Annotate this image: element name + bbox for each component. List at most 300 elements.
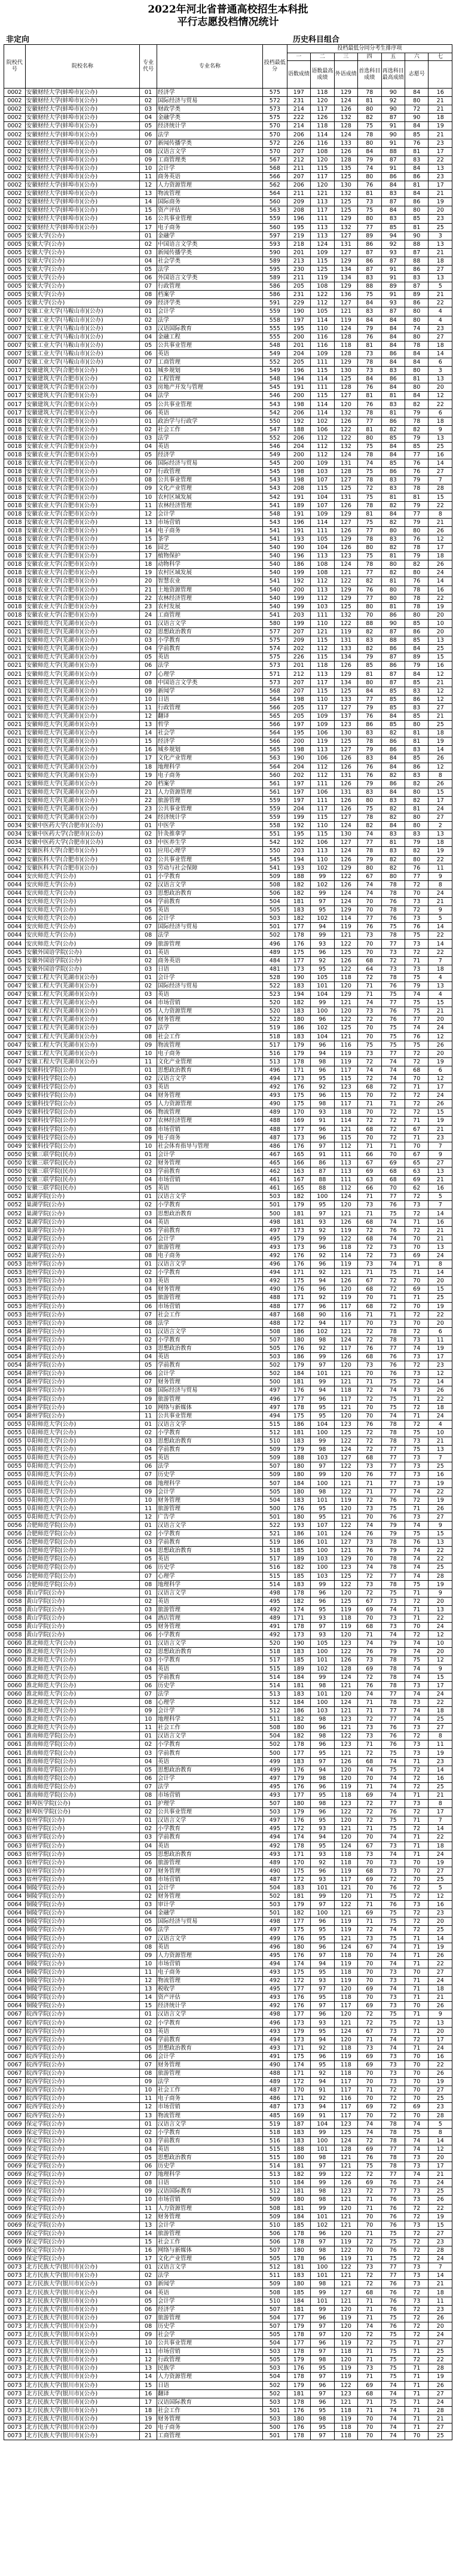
chinese-math-cell: 184 [287,1370,310,1378]
foreign-language-cell: 124 [334,1842,357,1850]
school-name-cell: 安徽三联学院(民办) [25,1150,139,1159]
school-name-cell: 安徽工程大学(芜湖市)(公办) [25,1041,139,1049]
table-row [4,459,452,468]
chinese-math-cell: 202 [287,645,310,653]
preference-number-cell: 79 [405,981,428,990]
major-name-cell: 学前教育 [157,1446,262,1454]
extra-cell: 21 [429,1791,452,1799]
first-subject-cell: 75 [358,518,381,526]
score-cell: 503 [262,2348,287,2356]
first-subject-cell: 69 [358,2381,381,2389]
score-cell: 541 [262,501,287,510]
foreign-language-cell: 121 [334,2196,357,2204]
chinese-math-cell: 207 [287,147,310,156]
first-subject-cell: 68 [358,1234,381,1243]
table-row [4,847,452,855]
chinese-math-max-cell: 100 [311,1909,334,1917]
major-name-cell: 汉语言文学 [157,619,262,627]
extra-cell: 17 [429,1083,452,1092]
major-name-cell: 金融工程 [157,333,262,341]
foreign-language-cell: 125 [334,687,357,695]
school-name-cell: 安徽大学(公办) [25,282,139,291]
chinese-math-max-cell: 117 [311,703,334,712]
chinese-math-cell: 175 [287,1092,310,1100]
chinese-math-cell: 182 [287,1563,310,1572]
preference-number-cell: 62 [405,1184,428,1193]
major-name-cell: 中国语言文学类 [157,240,262,248]
major-name-cell: 经济统计学 [157,2002,262,2010]
school-code-cell: 0061 [4,1757,26,1766]
extra-cell: 14 [429,1269,452,1277]
table-row [4,1209,452,1218]
preference-number-cell: 79 [405,501,428,510]
school-code-cell: 0018 [4,586,26,594]
chinese-math-cell: 175 [287,1968,310,1976]
second-subject-max-cell: 78 [381,1681,405,1690]
major-name-cell: 动物科学 [157,560,262,569]
preference-number-cell: 80 [405,383,428,392]
major-name-cell: 人力资源管理 [157,788,262,796]
chinese-math-cell: 186 [287,1707,310,1715]
foreign-language-cell: 122 [334,1808,357,1816]
preference-number-cell: 72 [405,880,428,889]
preference-number-cell: 73 [405,914,428,923]
chinese-math-max-cell: 109 [311,721,334,729]
major-code-cell: 07 [140,1024,157,1032]
second-subject-max-cell: 78 [381,1665,405,1673]
major-name-cell: 会计学 [157,307,262,316]
score-cell: 547 [262,425,287,434]
score-cell: 540 [262,560,287,569]
foreign-language-cell: 120 [334,1285,357,1294]
score-cell: 512 [262,1428,287,1437]
second-subject-max-cell: 74 [381,2044,405,2052]
foreign-language-cell: 120 [334,1892,357,1901]
first-subject-cell: 74 [358,1690,381,1698]
school-code-cell: 0018 [4,434,26,442]
major-name-cell: 英语 [157,1454,262,1462]
preference-number-cell: 72 [405,1732,428,1740]
chinese-math-max-cell: 102 [311,2221,334,2229]
foreign-language-cell: 118 [334,2423,357,2431]
first-subject-cell: 68 [358,2389,381,2398]
foreign-language-cell: 120 [334,2330,357,2339]
chinese-math-max-cell: 94 [311,1833,334,1842]
school-name-cell: 皖西学院(公办) [25,2086,139,2095]
extra-cell: 20 [429,1917,452,1926]
first-subject-cell: 76 [358,763,381,771]
extra-cell: 19 [429,847,452,855]
extra-cell: 26 [429,779,452,788]
first-subject-cell: 68 [358,1285,381,1294]
score-cell: 488 [262,1294,287,1302]
major-name-cell: 旅游管理 [157,2313,262,2322]
preference-number-cell: 85 [405,215,428,223]
preference-number-cell: 72 [405,1420,428,1428]
first-subject-cell: 84 [358,316,381,324]
major-code-cell: 07 [140,2313,157,2322]
foreign-language-cell: 119 [334,2052,357,2060]
major-name-cell: 会计学 [157,1774,262,1782]
chinese-math-max-cell: 121 [311,190,334,198]
table-row [4,1269,452,1277]
school-name-cell: 安徽师范大学(芜湖市)(公办) [25,687,139,695]
school-name-cell: 铜陵学院(公办) [25,1977,139,1985]
table-row [4,1007,452,1016]
chinese-math-cell: 178 [287,1589,310,1597]
first-subject-cell: 74 [358,1563,381,1572]
preference-number-cell: 67 [405,1125,428,1133]
foreign-language-cell: 123 [334,1800,357,1808]
table-row [4,1993,452,2002]
extra-cell: 25 [429,721,452,729]
preference-number-cell: 81 [405,147,428,156]
first-subject-cell: 70 [358,1968,381,1976]
first-subject-cell: 72 [358,1016,381,1024]
major-name-cell: 法学 [157,316,262,324]
major-name-cell: 法学 [157,2078,262,2086]
foreign-language-cell: 129 [334,594,357,602]
major-code-cell: 01 [140,417,157,425]
major-code-cell: 20 [140,2423,157,2431]
second-subject-max-cell: 87 [381,628,405,636]
score-cell: 514 [262,1681,287,1690]
major-name-cell: 旅游管理 [157,2069,262,2078]
major-code-cell: 02 [140,1892,157,1901]
table-row [4,240,452,248]
extra-cell: 17 [429,796,452,804]
first-subject-cell: 84 [358,375,381,383]
second-subject-max-cell: 71 [381,1100,405,1108]
first-subject-cell: 66 [358,1184,381,1193]
school-code-cell: 0067 [4,2019,26,2027]
preference-number-cell: 70 [405,1234,428,1243]
preference-number-cell: 70 [405,1319,428,1327]
school-name-cell: 阜阳师范大学(公办) [25,1479,139,1487]
foreign-language-cell: 123 [334,2187,357,2196]
extra-cell: 21 [429,2170,452,2179]
first-subject-cell: 72 [358,1226,381,1234]
school-code-cell: 0044 [4,889,26,897]
table-row [4,181,452,190]
chinese-math-max-cell: 99 [311,931,334,940]
first-subject-cell: 80 [358,105,381,114]
score-cell: 540 [262,569,287,577]
foreign-language-cell: 135 [334,164,357,172]
second-subject-max-cell: 77 [381,1690,405,1698]
foreign-language-cell: 131 [334,493,357,501]
second-subject-max-cell: 85 [381,703,405,712]
extra-cell: 6 [429,1066,452,1074]
first-subject-cell: 73 [358,1934,381,1943]
extra-cell: 22 [429,594,452,602]
major-name-cell: 汉语言文学 [157,147,262,156]
first-subject-cell: 70 [358,1993,381,2002]
school-code-cell: 0021 [4,670,26,678]
major-name-cell: 公共事业管理 [157,341,262,349]
score-cell: 511 [262,1715,287,1724]
table-row [4,324,452,333]
major-name-cell: 电子商务 [157,526,262,535]
major-code-cell: 01 [140,367,157,375]
school-name-cell: 皖西学院(公办) [25,2027,139,2035]
major-name-cell: 国际经济与贸易 [157,97,262,105]
chinese-math-cell: 200 [287,392,310,400]
score-cell: 597 [262,231,287,240]
major-name-cell: 农林经济管理 [157,501,262,510]
score-cell: 503 [262,1353,287,1361]
major-code-cell: 03 [140,1656,157,1665]
foreign-language-cell: 119 [334,1926,357,1934]
major-name-cell: 英语 [157,1757,262,1766]
second-subject-max-cell: 85 [381,223,405,231]
major-name-cell: 汉语国际教育 [157,2187,262,2196]
preference-number-cell: 67 [405,1150,428,1159]
preference-number-cell: 74 [405,2145,428,2153]
table-row [4,1083,452,1092]
extra-cell: 25 [429,442,452,450]
chinese-math-cell: 193 [287,535,310,543]
school-name-cell: 安徽医科大学(合肥市)(公办) [25,855,139,864]
school-name-cell: 安徽工程大学(芜湖市)(公办) [25,1024,139,1032]
foreign-language-cell: 126 [334,526,357,535]
extra-cell: 23 [429,1361,452,1370]
major-name-cell: 英语 [157,1083,262,1092]
foreign-language-cell: 126 [334,1757,357,1766]
major-name-cell: 财务管理 [157,1016,262,1024]
preference-number-cell: 72 [405,1193,428,1201]
foreign-language-cell: 131 [334,240,357,248]
school-code-cell: 0064 [4,1951,26,1959]
first-subject-cell: 69 [358,2179,381,2187]
major-code-cell: 05 [140,1766,157,1774]
foreign-language-cell: 118 [334,1993,357,2002]
extra-cell: 24 [429,889,452,897]
extra-cell: 22 [429,1547,452,1555]
school-name-cell: 安徽师范大学(芜湖市)(公办) [25,813,139,822]
school-code-cell: 0055 [4,1471,26,1479]
table-header [4,45,452,89]
second-subject-max-cell: 74 [381,1386,405,1395]
chinese-math-max-cell: 114 [311,400,334,408]
extra-cell: 8 [429,510,452,518]
table-row [4,434,452,442]
chinese-math-max-cell: 113 [311,746,334,754]
first-subject-cell: 71 [358,1209,381,1218]
chinese-math-cell: 176 [287,1251,310,1260]
chinese-math-cell: 183 [287,981,310,990]
major-name-cell: 国际商务 [157,198,262,206]
score-cell: 555 [262,324,287,333]
foreign-language-cell: 118 [334,973,357,981]
second-subject-max-cell: 84 [381,341,405,349]
first-subject-cell: 88 [358,619,381,627]
first-subject-cell: 71 [358,1740,381,1749]
chinese-math-max-cell: 99 [311,1892,334,1901]
table-row [4,1883,452,1892]
table-row [4,349,452,358]
school-code-cell: 0060 [4,1639,26,1648]
school-code-cell: 0018 [4,493,26,501]
col-major-name: 专业名称 [157,45,262,89]
major-code-cell: 10 [140,1049,157,1057]
preference-number-cell: 83 [405,746,428,754]
chinese-math-cell: 172 [287,1977,310,1985]
second-subject-max-cell: 84 [381,712,405,720]
chinese-math-cell: 176 [287,1142,310,1150]
extra-cell: 21 [429,1226,452,1234]
foreign-language-cell: 132 [334,611,357,619]
preference-number-cell: 71 [405,1412,428,1420]
preference-number-cell: 72 [405,2019,428,2027]
chinese-math-cell: 170 [287,1108,310,1117]
major-code-cell: 05 [140,2044,157,2052]
extra-cell: 25 [429,2187,452,2196]
first-subject-cell: 83 [358,274,381,282]
table-row [4,771,452,779]
school-name-cell: 保定学院(公办) [25,2162,139,2170]
major-code-cell: 03 [140,434,157,442]
preference-number-cell: 81 [405,493,428,501]
school-code-cell: 0021 [4,628,26,636]
preference-number-cell: 85 [405,636,428,645]
first-subject-cell: 69 [358,2103,381,2111]
table-row [4,2263,452,2272]
chinese-math-cell: 181 [287,898,310,906]
score-cell: 500 [262,1749,287,1757]
major-code-cell: 08 [140,1580,157,1589]
foreign-language-cell: 129 [334,906,357,914]
major-code-cell: 11 [140,1724,157,1732]
first-subject-cell: 79 [358,653,381,661]
major-code-cell: 23 [140,602,157,611]
foreign-language-cell: 116 [334,2095,357,2103]
foreign-language-cell: 121 [334,2398,357,2406]
col-tiebreak-group: 投档最低分同分考生排序项 [287,45,452,53]
preference-number-cell: 74 [405,1024,428,1032]
table-row [4,1142,452,1150]
chinese-math-cell: 178 [287,2348,310,2356]
chinese-math-cell: 184 [287,1673,310,1681]
chinese-math-max-cell: 112 [311,594,334,602]
second-subject-max-cell: 72 [381,1302,405,1310]
first-subject-cell: 72 [358,1808,381,1816]
major-name-cell: 房地产开发与管理 [157,383,262,392]
extra-cell: 25 [429,2432,452,2440]
foreign-language-cell: 120 [334,1361,357,1370]
score-cell: 513 [262,1690,287,1698]
foreign-language-cell: 118 [334,2406,357,2415]
school-code-cell: 0044 [4,898,26,906]
second-subject-max-cell: 78 [381,1336,405,1344]
extra-cell: 4 [429,1420,452,1428]
school-name-cell: 淮北师范大学(公办) [25,1681,139,1690]
second-subject-max-cell: 77 [381,2170,405,2179]
major-name-cell: 金融学 [157,231,262,240]
score-cell: 560 [262,223,287,231]
extra-cell: 25 [429,223,452,231]
score-cell: 552 [262,358,287,367]
preference-number-cell: 86 [405,763,428,771]
extra-cell: 3 [429,367,452,375]
school-code-cell: 0058 [4,1589,26,1597]
extra-cell: 28 [429,2364,452,2373]
chinese-math-max-cell: 93 [311,1875,334,1883]
extra-cell: 8 [429,1260,452,1269]
preference-number-cell: 72 [405,2330,428,2339]
chinese-math-cell: 197 [287,788,310,796]
chinese-math-max-cell: 101 [311,1883,334,1892]
chinese-math-cell: 199 [287,569,310,577]
table-row [4,476,452,484]
preference-number-cell: 73 [405,2162,428,2170]
second-subject-max-cell: 72 [381,2111,405,2120]
first-subject-cell: 70 [358,940,381,948]
extra-cell: 28 [429,1572,452,1580]
first-subject-cell: 69 [358,1985,381,1993]
first-subject-cell: 71 [358,2356,381,2364]
score-cell: 505 [262,1487,287,1496]
extra-cell: 24 [429,2255,452,2263]
major-code-cell: 24 [140,611,157,619]
school-name-cell: 铜陵学院(公办) [25,2002,139,2010]
major-name-cell: 旅游管理 [157,940,262,948]
school-name-cell: 安徽外国语学院(公办) [25,948,139,956]
score-cell: 566 [262,721,287,729]
major-name-cell: 学前教育 [157,1226,262,1234]
second-subject-max-cell: 87 [381,653,405,661]
table-row [4,695,452,703]
chinese-math-max-cell: 95 [311,1749,334,1757]
major-name-cell: 社会工作 [157,2086,262,2095]
major-name-cell: 行政管理 [157,2356,262,2364]
score-cell: 552 [262,434,287,442]
school-name-cell: 安徽农业大学(合肥市)(公办) [25,459,139,468]
second-subject-max-cell: 77 [381,940,405,948]
score-cell: 514 [262,1673,287,1681]
major-name-cell: 小学教育 [157,1201,262,1209]
school-name-cell: 保定学院(公办) [25,2221,139,2229]
school-code-cell: 0054 [4,1412,26,1420]
chinese-math-max-cell: 86 [311,1159,334,1167]
second-subject-max-cell: 81 [381,602,405,611]
chinese-math-cell: 211 [287,274,310,282]
preference-number-cell: 74 [405,1639,428,1648]
score-cell: 496 [262,1066,287,1074]
foreign-language-cell: 119 [334,316,357,324]
extra-cell: 27 [429,2389,452,2398]
preference-number-cell: 85 [405,619,428,627]
table-row [4,2246,452,2255]
preference-number-cell: 71 [405,1951,428,1959]
score-cell: 488 [262,1302,287,1310]
school-name-cell: 保定学院(公办) [25,2179,139,2187]
school-code-cell: 0049 [4,1092,26,1100]
school-name-cell: 安徽工程大学(芜湖市)(公办) [25,990,139,999]
table-row [4,1538,452,1547]
preference-number-cell: 84 [405,122,428,130]
second-subject-max-cell: 83 [381,190,405,198]
first-subject-cell: 77 [358,839,381,847]
major-code-cell: 06 [140,1858,157,1867]
school-name-cell: 安徽工程大学(芜湖市)(公办) [25,1016,139,1024]
school-name-cell: 皖西学院(公办) [25,2060,139,2069]
school-name-cell: 保定学院(公办) [25,2246,139,2255]
school-code-cell: 0064 [4,1985,26,1993]
preference-number-cell: 84 [405,89,428,97]
chinese-math-cell: 199 [287,813,310,822]
col-index-1: 一 [287,53,310,61]
